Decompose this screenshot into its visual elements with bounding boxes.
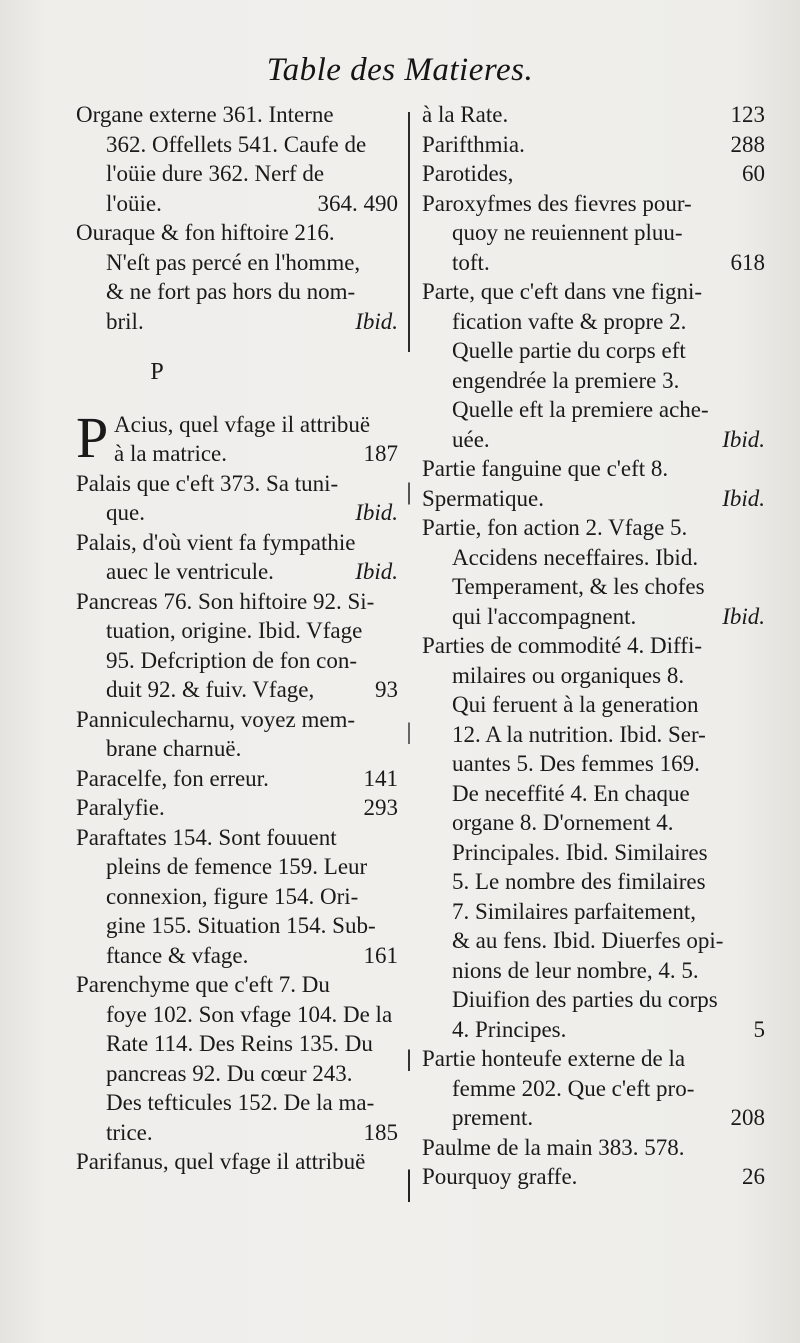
index-entry <box>422 159 765 189</box>
entry-text: auec le ventricule. <box>106 559 274 584</box>
index-entry <box>76 100 398 218</box>
entry-line: 362. Offellets 541. Caufe de <box>106 131 367 157</box>
entry-line <box>76 941 398 971</box>
entry-line <box>76 675 398 705</box>
entry-line: l'oüie dure 362. Nerf de <box>106 161 325 186</box>
page-ref: Ibid. <box>722 426 765 452</box>
entry-line <box>422 602 765 632</box>
index-entry <box>76 705 398 764</box>
entry-line: & au fens. Ibid. Diuerfes opi- <box>452 928 724 953</box>
page-ref: 26 <box>742 1164 765 1189</box>
page-ref: Ibid. <box>722 603 765 629</box>
entry-line: Parenchyme que c'eft 7. Du <box>76 972 330 997</box>
page-ref: 5 <box>753 1016 765 1042</box>
page-ref: 123 <box>730 102 765 127</box>
right-column <box>422 100 765 1192</box>
page-ref: 60 <box>742 161 765 186</box>
entry-text: ftance & vfage. <box>106 942 249 968</box>
entry-line: Quelle partie du corps eft <box>452 338 686 363</box>
index-entry <box>76 1147 398 1177</box>
index-entry <box>76 970 398 1147</box>
left-entries-top <box>76 100 398 336</box>
entry-line: brane charnuë. <box>106 736 242 761</box>
entry-line: Organe externe 361. Interne <box>76 102 334 127</box>
page-header: Table des Matieres. <box>266 52 534 88</box>
index-entry <box>422 1133 765 1163</box>
entry-line: Qui feruent à la generation <box>452 692 699 717</box>
column-divider <box>408 112 410 1202</box>
entry-line: Parties de commodité 4. Diffi- <box>422 633 702 658</box>
entry-line: fication vafte & propre 2. <box>452 308 687 334</box>
entry-line: organe 8. D'ornement 4. <box>452 810 674 835</box>
index-entry <box>76 469 398 528</box>
page-ref: 185 <box>363 1119 398 1145</box>
left-entries-p <box>76 469 398 1177</box>
entry-text: Paracelfe, fon erreur. <box>76 765 269 791</box>
entry-line: pleins de femence 159. Leur <box>106 854 368 879</box>
page-ref: 364. 490 <box>317 190 398 216</box>
entry-line: Des tefticules 152. De la ma- <box>106 1090 375 1115</box>
entry-line <box>76 439 398 469</box>
page-ref: 93 <box>375 677 398 702</box>
entry-line: gine 155. Situation 154. Sub- <box>106 913 376 938</box>
entry-line: engendrée la premiere 3. <box>452 367 680 393</box>
entry-line: femme 202. Que c'eft pro- <box>452 1075 695 1101</box>
page-ref: 141 <box>363 765 398 791</box>
entry-line: Paroxyfmes des fievres pour- <box>422 190 692 216</box>
section-letter: P <box>150 359 164 385</box>
entry-line: Partie honteufe externe de la <box>422 1046 686 1071</box>
entry-line <box>76 793 398 823</box>
entry-line <box>76 189 398 219</box>
entry-line <box>422 1133 765 1163</box>
entry-text: 4. Principes. <box>452 1016 567 1042</box>
index-entry <box>76 793 398 823</box>
entry-line: De neceffité 4. En chaque <box>452 780 690 806</box>
entry-line: Palais que c'eft 373. Sa tuni- <box>76 470 339 496</box>
entry-line <box>76 557 398 587</box>
index-entry-dropcap <box>76 404 398 470</box>
page-ref: Ibid. <box>722 485 765 511</box>
index-entry <box>422 189 765 278</box>
index-entry <box>422 1044 765 1133</box>
page-ref: 288 <box>730 131 765 157</box>
entry-text: uée. <box>452 426 490 452</box>
entry-line: Accidens neceffaires. Ibid. <box>452 544 699 570</box>
entry-line: nions de leur nombre, 4. 5. <box>452 957 699 983</box>
index-entry <box>422 100 765 130</box>
entry-line: Pancreas 76. Son hiftoire 92. Si- <box>76 588 375 614</box>
entry-line <box>422 130 765 160</box>
entry-line: Principales. Ibid. Similaires <box>452 839 708 865</box>
index-entry <box>422 130 765 160</box>
index-entry <box>422 1162 765 1192</box>
entry-line <box>76 764 398 794</box>
page-ref: Ibid. <box>355 500 398 525</box>
page-ref: 208 <box>730 1105 765 1130</box>
entry-line: 7. Similaires parfaitement, <box>452 898 696 924</box>
entry-line <box>422 1162 765 1192</box>
index-entry <box>76 764 398 794</box>
right-entries <box>422 100 765 1192</box>
entry-line: tuation, origine. Ibid. Vfage <box>106 618 363 643</box>
index-entry <box>76 823 398 971</box>
entry-text: que. <box>106 500 145 525</box>
page-ref: 618 <box>730 249 765 275</box>
entry-line <box>422 248 765 278</box>
entry-line: Parte, que c'eft dans vne figni- <box>422 279 703 304</box>
index-entry <box>422 484 765 514</box>
entry-line: uantes 5. Des femmes 169. <box>452 751 700 776</box>
entry-line <box>422 100 765 130</box>
entry-line <box>422 425 765 455</box>
entry-line <box>422 1103 765 1133</box>
entry-line: Paraftates 154. Sont fouuent <box>76 824 337 850</box>
index-entry <box>76 218 398 336</box>
entry-text: Spermatique. <box>422 485 544 511</box>
entry-line: Panniculecharnu, voyez mem- <box>76 706 356 732</box>
entry-line: connexion, figure 154. Ori- <box>106 883 359 909</box>
entry-line: foye 102. Son vfage 104. De la <box>106 1001 393 1027</box>
entry-line: milaires ou organiques 8. <box>452 662 685 688</box>
entry-line: & ne fort pas hors du nom- <box>106 279 356 304</box>
entry-text: bril. <box>106 308 144 334</box>
entry-text: à la matrice. <box>114 441 228 466</box>
entry-line <box>76 498 398 528</box>
entry-text: duit 92. & fuiv. Vfage, <box>106 677 315 702</box>
entry-line: quoy ne reuiennent pluu- <box>452 220 683 245</box>
index-entry <box>76 528 398 587</box>
page-ref: 293 <box>363 795 398 820</box>
entry-line <box>422 454 765 484</box>
entry-line: Diuifion des parties du corps <box>452 987 718 1012</box>
entry-line: N'eſt pas percé en l'homme, <box>106 249 361 275</box>
entry-line <box>422 484 765 514</box>
left-column <box>76 100 398 1177</box>
entry-line: 5. Le nombre des fimilaires <box>452 869 706 894</box>
entry-line: Parifanus, quel vfage il attribuë <box>76 1149 366 1174</box>
entry-line: Rate 114. Des Reins 135. Du <box>106 1031 373 1056</box>
page-ref: Ibid. <box>355 559 398 584</box>
page-ref: 161 <box>363 942 398 968</box>
entry-line: Ouraque & fon hiftoire 216. <box>76 220 335 245</box>
entry-text: Acius, quel vfage il attribuë <box>114 411 371 437</box>
index-entry <box>422 454 765 484</box>
entry-text: Paulme de la main 383. 578. <box>422 1134 685 1160</box>
index-entry <box>422 513 765 631</box>
entry-text: Pourquoy graffe. <box>422 1164 578 1189</box>
index-entry <box>76 587 398 705</box>
entry-line: 12. A la nutrition. Ibid. Ser- <box>452 721 706 747</box>
page-ref: 187 <box>363 441 398 466</box>
entry-line: Partie, fon action 2. Vfage 5. <box>422 515 688 540</box>
entry-line <box>422 1015 765 1045</box>
index-entry <box>422 631 765 1044</box>
entry-line: Palais, d'où vient fa fympathie <box>76 529 356 555</box>
drop-cap: P <box>76 404 109 470</box>
entry-text: prement. <box>452 1105 534 1130</box>
entry-text: à la Rate. <box>422 102 509 127</box>
entry-text: Parotides, <box>422 161 514 186</box>
entry-text: Paralyfie. <box>76 795 165 820</box>
entry-text: Partie fanguine que c'eft 8. <box>422 456 669 481</box>
entry-line <box>76 307 398 337</box>
entry-line: Quelle eft la premiere ache- <box>452 397 709 422</box>
entry-text: trice. <box>106 1119 153 1145</box>
entry-text: Parifthmia. <box>422 131 525 157</box>
index-entry <box>422 277 765 454</box>
entry-text: toft. <box>452 249 490 275</box>
entry-line: pancreas 92. Du cœur 243. <box>106 1060 353 1086</box>
entry-line: 95. Defcription de fon con- <box>106 647 358 673</box>
entry-line <box>76 1118 398 1148</box>
entry-text: l'oüie. <box>106 190 162 216</box>
entry-text: qui l'accompagnent. <box>452 603 637 629</box>
page-ref: Ibid. <box>355 308 398 334</box>
entry-line: Temperament, & les chofes <box>452 574 705 599</box>
entry-line <box>422 159 765 189</box>
